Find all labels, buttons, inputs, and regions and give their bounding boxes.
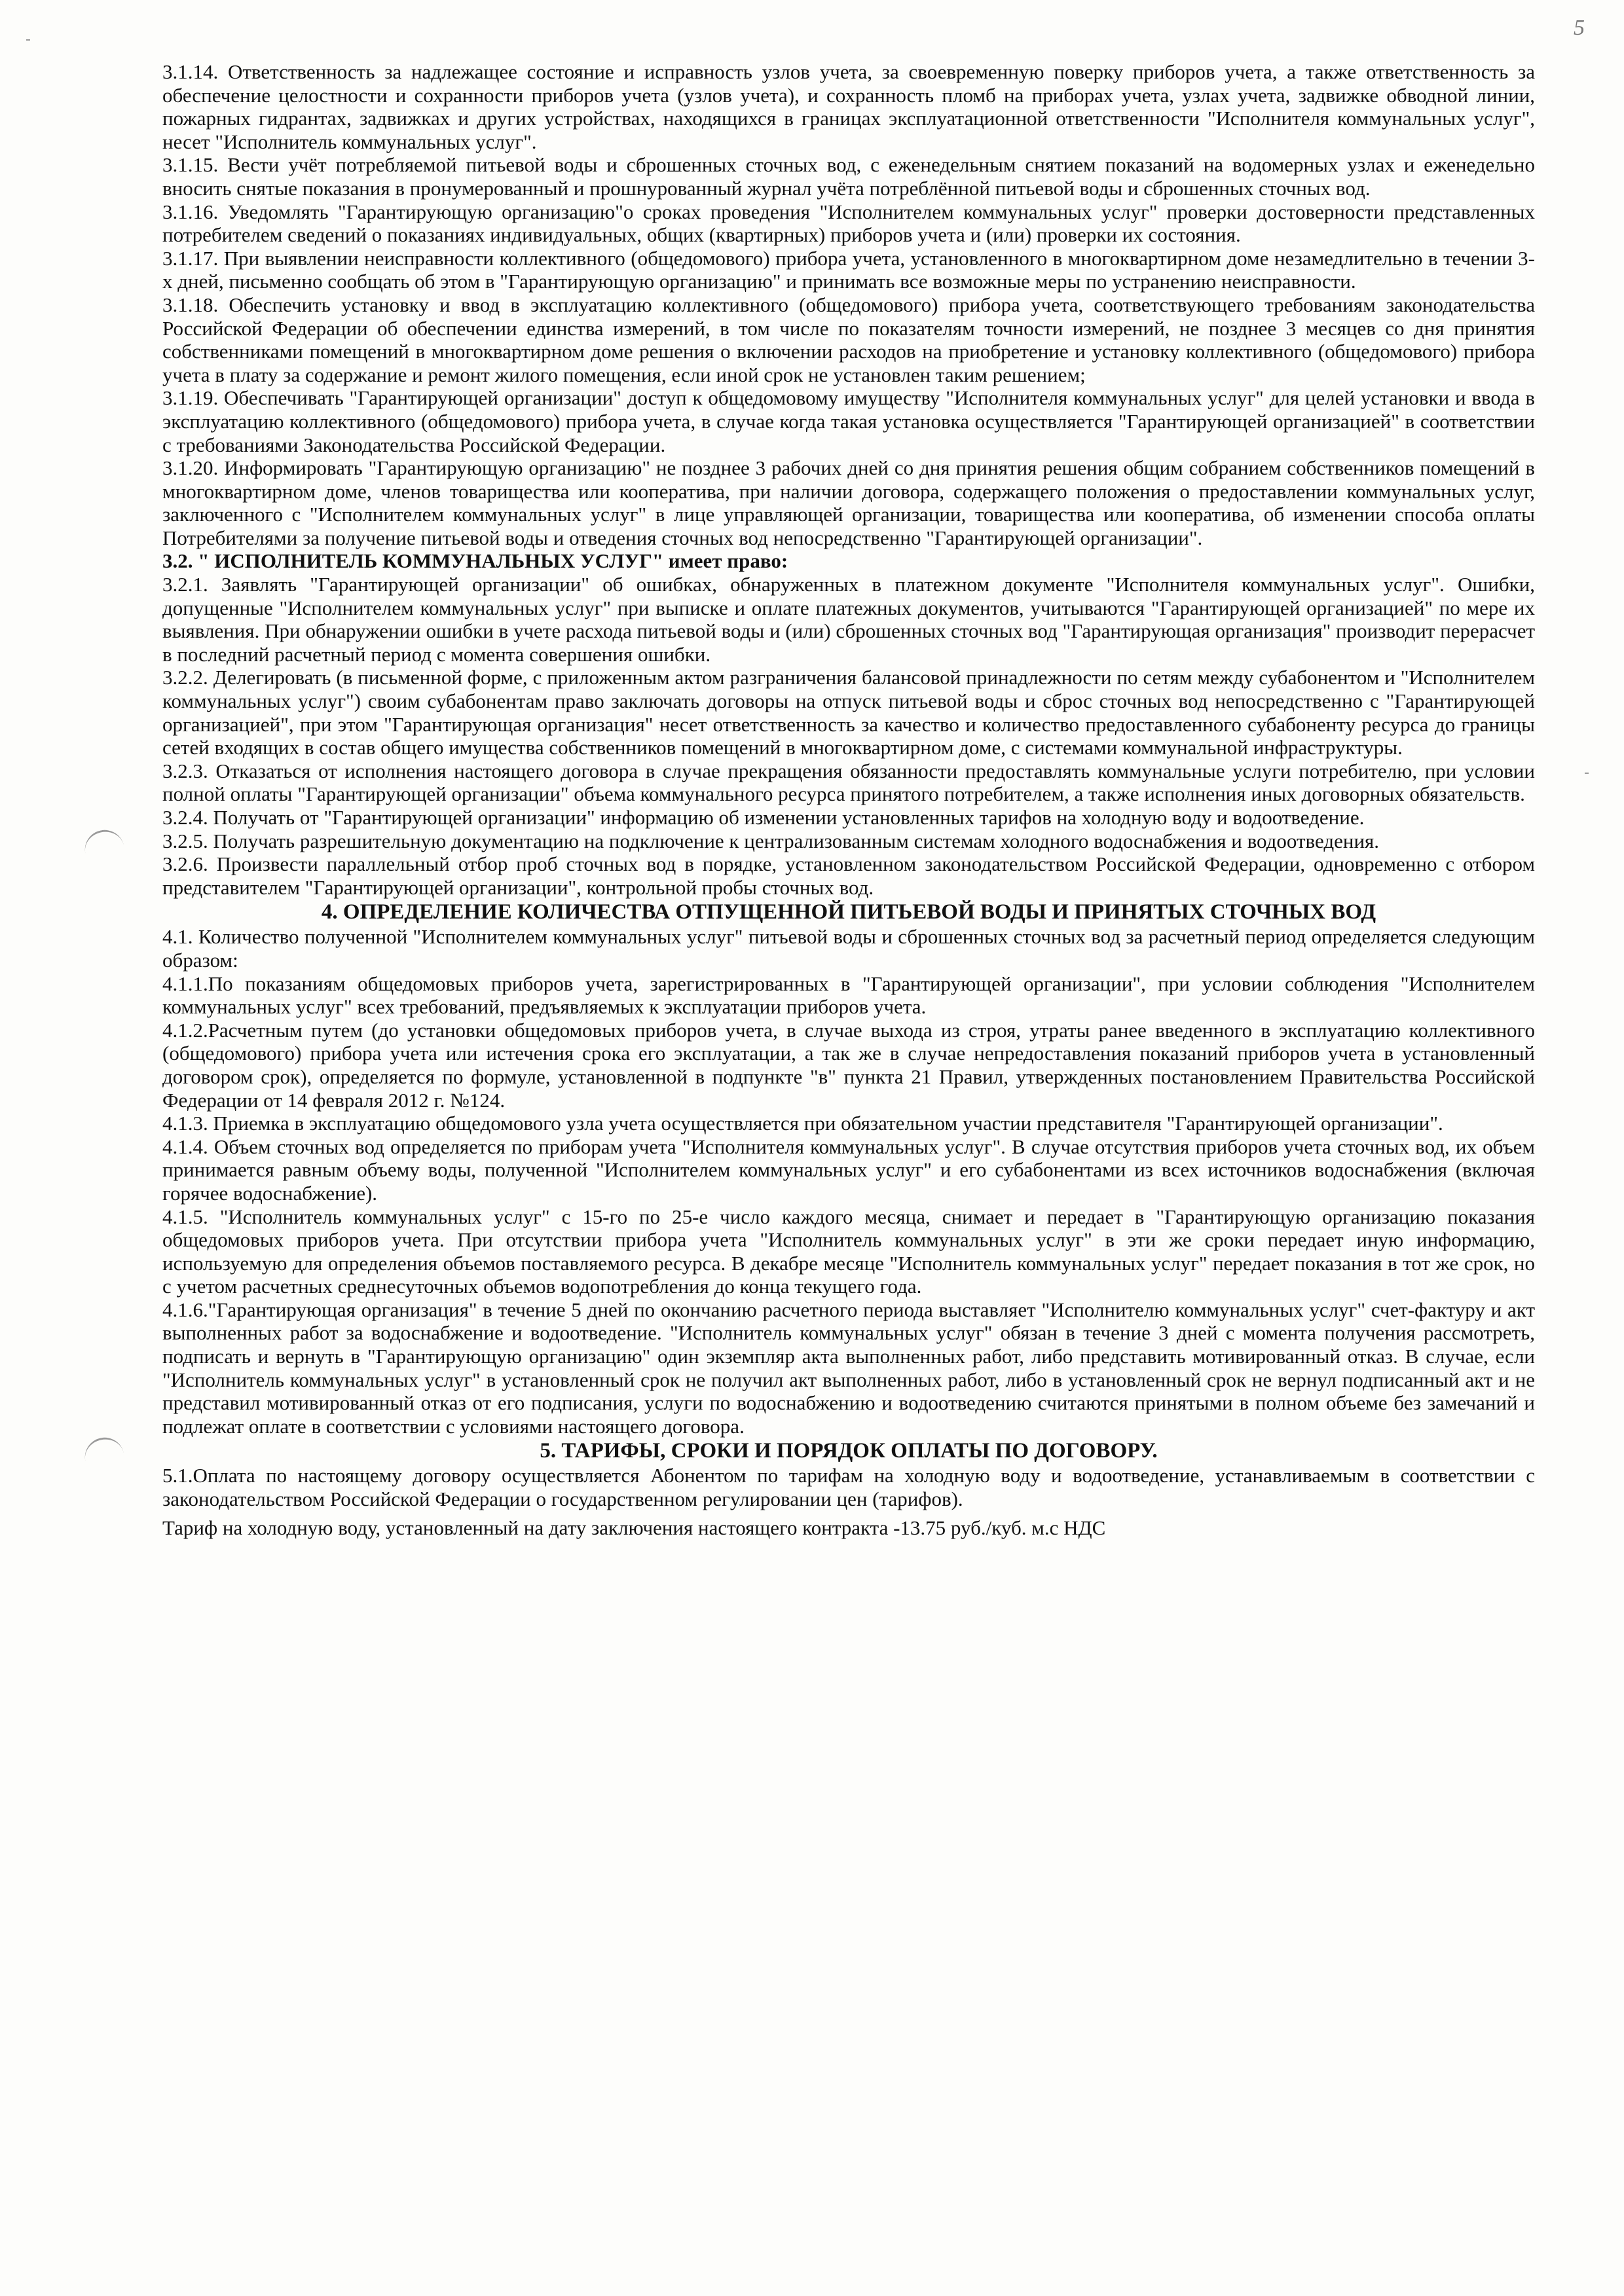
section-heading: 5. ТАРИФЫ, СРОКИ И ПОРЯДОК ОПЛАТЫ ПО ДОГОВОРУ. [540, 1439, 1158, 1463]
clause-paragraph: 4.1. Количество полученной "Исполнителем коммунальных услуг" питьевой воды и сброшенных сточных вод за расчетный период определяется следующим образом: [162, 925, 1535, 972]
clause-paragraph: 3.1.17. При выявлении неисправности коллективного (общедомового) прибора учета, установленного в многоквартирном доме незамедлительно в течении 3-х дней, письменно сообщать об этом в "Гарантирующую организацию" и принимать все возможные меры по устранению неисправности. [162, 246, 1535, 293]
clause-paragraph: 3.1.15. Вести учёт потребляемой питьевой воды и сброшенных сточных вод, с еженедельным снятием показаний на водомерных узлах и еженедельно вносить снятые показания в пронумерованный и прошнурованный журнал учёта потреблённой питьевой воды и сброшенных сточных вод. [162, 153, 1535, 200]
subsection-heading: 3.2. " ИСПОЛНИТЕЛЬ КОММУНАЛЬНЫХ УСЛУГ" имеет право: [162, 549, 788, 573]
clause-paragraph: 3.2.6. Произвести параллельный отбор проб сточных вод в порядке, установленном законодательством Российской Федерации, одновременно с отбором представителем "Гарантирующей организации", контрольной пробы сточных вод. [162, 852, 1535, 899]
tariff-line: Тариф на холодную воду, установленный на дату заключения настоящего контракта -13.75 руб./куб. м.с НДС [162, 1516, 1106, 1539]
clause-paragraph: 3.2.2. Делегировать (в письменной форме, с приложенным актом разграничения балансовой принадлежности по сетям между субабонентом и "Исполнителем коммунальных услуг") своим субабонентам право заключать договоры на отпуск питьевой воды и сброс сточных вод непосредственно с "Гарантирующей организацией", при этом "Гарантирующая организация" несет ответственность за качество и количество предоставленного субабоненту ресурса до границы сетей входящих в состав общего имущества собственников помещений в многоквартирном доме, с системами коммунальной инфраструктуры. [162, 666, 1535, 759]
clause-paragraph: 4.1.1.По показаниям общедомовых приборов учета, зарегистрированных в "Гарантирующей организации", при условии соблюдения "Исполнителем коммунальных услуг" всех требований, предъявляемых к эксплуатации приборов учета. [162, 972, 1535, 1019]
clause-paragraph: 3.1.18. Обеспечить установку и ввод в эксплуатацию коллективного (общедомового) прибора учета, соответствующего требованиям законодательства Российской Федерации об обеспечении единства измерений, в том числе по показателям точности измерений, не позднее 3 месяцев со дня принятия собственниками помещений в многоквартирном доме решения о включении расходов на приобретение и установку коллективного (общедомового) прибора учета в плату за содержание и ремонт жилого помещения, если иной срок не установлен таким решением; [162, 293, 1535, 386]
clause-paragraph: 3.2.5. Получать разрешительную документацию на подключение к централизованным системам холодного водоснабжения и водоотведения. [162, 829, 1380, 852]
clause-paragraph: 4.1.3. Приемка в эксплуатацию общедомового узла учета осуществляется при обязательном участии представителя "Гарантирующей организации". [162, 1112, 1443, 1135]
clause-paragraph: 3.2.3. Отказаться от исполнения настоящего договора в случае прекращения обязанности предоставлять коммунальные услуги потребителю, при условии полной оплаты "Гарантирующей организации" объема коммунального ресурса принятого потребителем, а также исполнения иных договорных обязательств. [162, 759, 1535, 806]
clause-paragraph: 3.2.1. Заявлять "Гарантирующей организации" об ошибках, обнаруженных в платежном документе "Исполнителя коммунальных услуг". Ошибки, допущенные "Исполнителем коммунальных услуг" при выписке и оплате платежных документов, учитываются "Гарантирующей организацией" по мере их выявления. При обнаружении ошибки в учете расхода питьевой воды и (или) сброшенных сточных вод "Гарантирующая организация" производит перерасчет в последний расчетный период с момента совершения ошибки. [162, 573, 1536, 666]
scan-mark [1585, 773, 1589, 774]
clause-paragraph: 3.1.19. Обеспечивать "Гарантирующей организации" доступ к общедомовому имуществу "Исполнителя коммунальных услуг" для целей установки и ввода в эксплуатацию коллективного (общедомового) прибора учета, в случае когда такая установка осуществляется "Гарантирующей организацией" в соответствии с требованиями Законодательства Российской Федерации. [162, 386, 1535, 456]
clause-paragraph: 4.1.6."Гарантирующая организация" в течение 5 дней по окончанию расчетного периода выставляет "Исполнителю коммунальных услуг" счет-фактуру и акт выполненных работ за водоснабжение и водоотведение. "Исполнитель коммунальных услуг" обязан в течение 3 дней с момента получения рассмотреть, подписать и вернуть в "Гарантирующую организацию" один экземпляр акта выполненных работ, либо представить мотивированный отказ. В случае, если "Исполнитель коммунальных услуг" в установленный срок не получил акт выполненных работ, либо в установленный срок не вернул подписанный акт и не представил мотивированный отказ от его подписания, услуги по водоснабжению и водоотведению считаются принятыми в полном объеме без замечаний и подлежат оплате в соответствии с условиями настоящего договора. [162, 1298, 1535, 1438]
punch-hole-mark [81, 826, 126, 862]
clause-paragraph: 4.1.2.Расчетным путем (до установки общедомовых приборов учета, в случае выхода из строя, утраты ранее введенного в эксплуатацию коллективного (общедомового) прибора учета или истечения срока его эксплуатации, а так же в случае непредоставления показаний приборов учета в установленный договором срок), определяется по формуле, установленной в подпункте "в" пункта 21 Правил, утвержденных постановлением Правительства Российской Федерации от 14 февраля 2012 г. №124. [162, 1018, 1535, 1112]
scan-mark [26, 39, 30, 41]
clause-paragraph: 4.1.4. Объем сточных вод определяется по приборам учета "Исполнителя коммунальных услуг". В случае отсутствия приборов учета сточных вод, их объем принимается равным объему воды, полученной "Исполнителем коммунальных услуг" и его субабонентами из всех источников водоснабжения (включая горячее водоснабжение). [162, 1135, 1535, 1205]
clause-paragraph: 3.1.20. Информировать "Гарантирующую организацию" не позднее 3 рабочих дней со дня принятия решения общим собранием собственников помещений в многоквартирном доме, членов товарищества или кооператива, при наличии договора, содержащего положения о предоставлении коммунальных услуг, заключенного с "Исполнителем коммунальных услуг" в лице управляющей организации, товарищества или кооператива, об изменении способа оплаты Потребителями за получение питьевой воды и отведения сточных вод непосредственно "Гарантирующей организации". [162, 456, 1535, 549]
document-body [162, 60, 1535, 1539]
clause-paragraph: 3.1.14. Ответственность за надлежащее состояние и исправность узлов учета, за своевременную поверку приборов учета, а также ответственность за обеспечение целостности и сохранности приборов учета (узлов учета), и сохранность пломб на приборах учета, узлах учета, задвижке обводной линии, пожарных гидрантах, задвижках и других устройствах, находящихся в границах эксплуатационной ответственности "Исполнителя коммунальных услуг", несет "Исполнитель коммунальных услуг". [162, 60, 1535, 153]
page-number: 5 [1574, 16, 1585, 40]
punch-hole-mark [81, 1434, 126, 1470]
clause-paragraph: 3.1.16. Уведомлять "Гарантирующую организацию"о сроках проведения "Исполнителем коммунальных услуг" проверки достоверности представленных потребителем сведений о показаниях индивидуальных, общих (квартирных) приборов учета и (или) проверки их состояния. [162, 200, 1535, 247]
clause-paragraph: 4.1.5. "Исполнитель коммунальных услуг" с 15-го по 25-е число каждого месяца, снимает и передает в "Гарантирующую организацию показания общедомовых приборов учета. При отсутствии прибора учета "Исполнитель коммунальных услуг" в эти же сроки передает иную информацию, используемую для определения объемов поставляемого ресурса. В декабре месяце "Исполнитель коммунальных услуг" передает показания в тот же срок, но с учетом расчетных среднесуточных объемов водопотребления до конца текущего года. [162, 1205, 1535, 1298]
clause-paragraph: 3.2.4. Получать от "Гарантирующей организации" информацию об изменении установленных тарифов на холодную воду и водоотведение. [162, 806, 1365, 829]
section-heading: 4. ОПРЕДЕЛЕНИЕ КОЛИЧЕСТВА ОТПУЩЕННОЙ ПИТЬЕВОЙ ВОДЫ И ПРИНЯТЫХ СТОЧНЫХ ВОД [321, 900, 1376, 924]
clause-paragraph: 5.1.Оплата по настоящему договору осуществляется Абонентом по тарифам на холодную воду и водоотведение, устанавливаемым в соответствии с законодательством Российской Федерации о государственном регулировании цен (тарифов). [162, 1464, 1535, 1511]
